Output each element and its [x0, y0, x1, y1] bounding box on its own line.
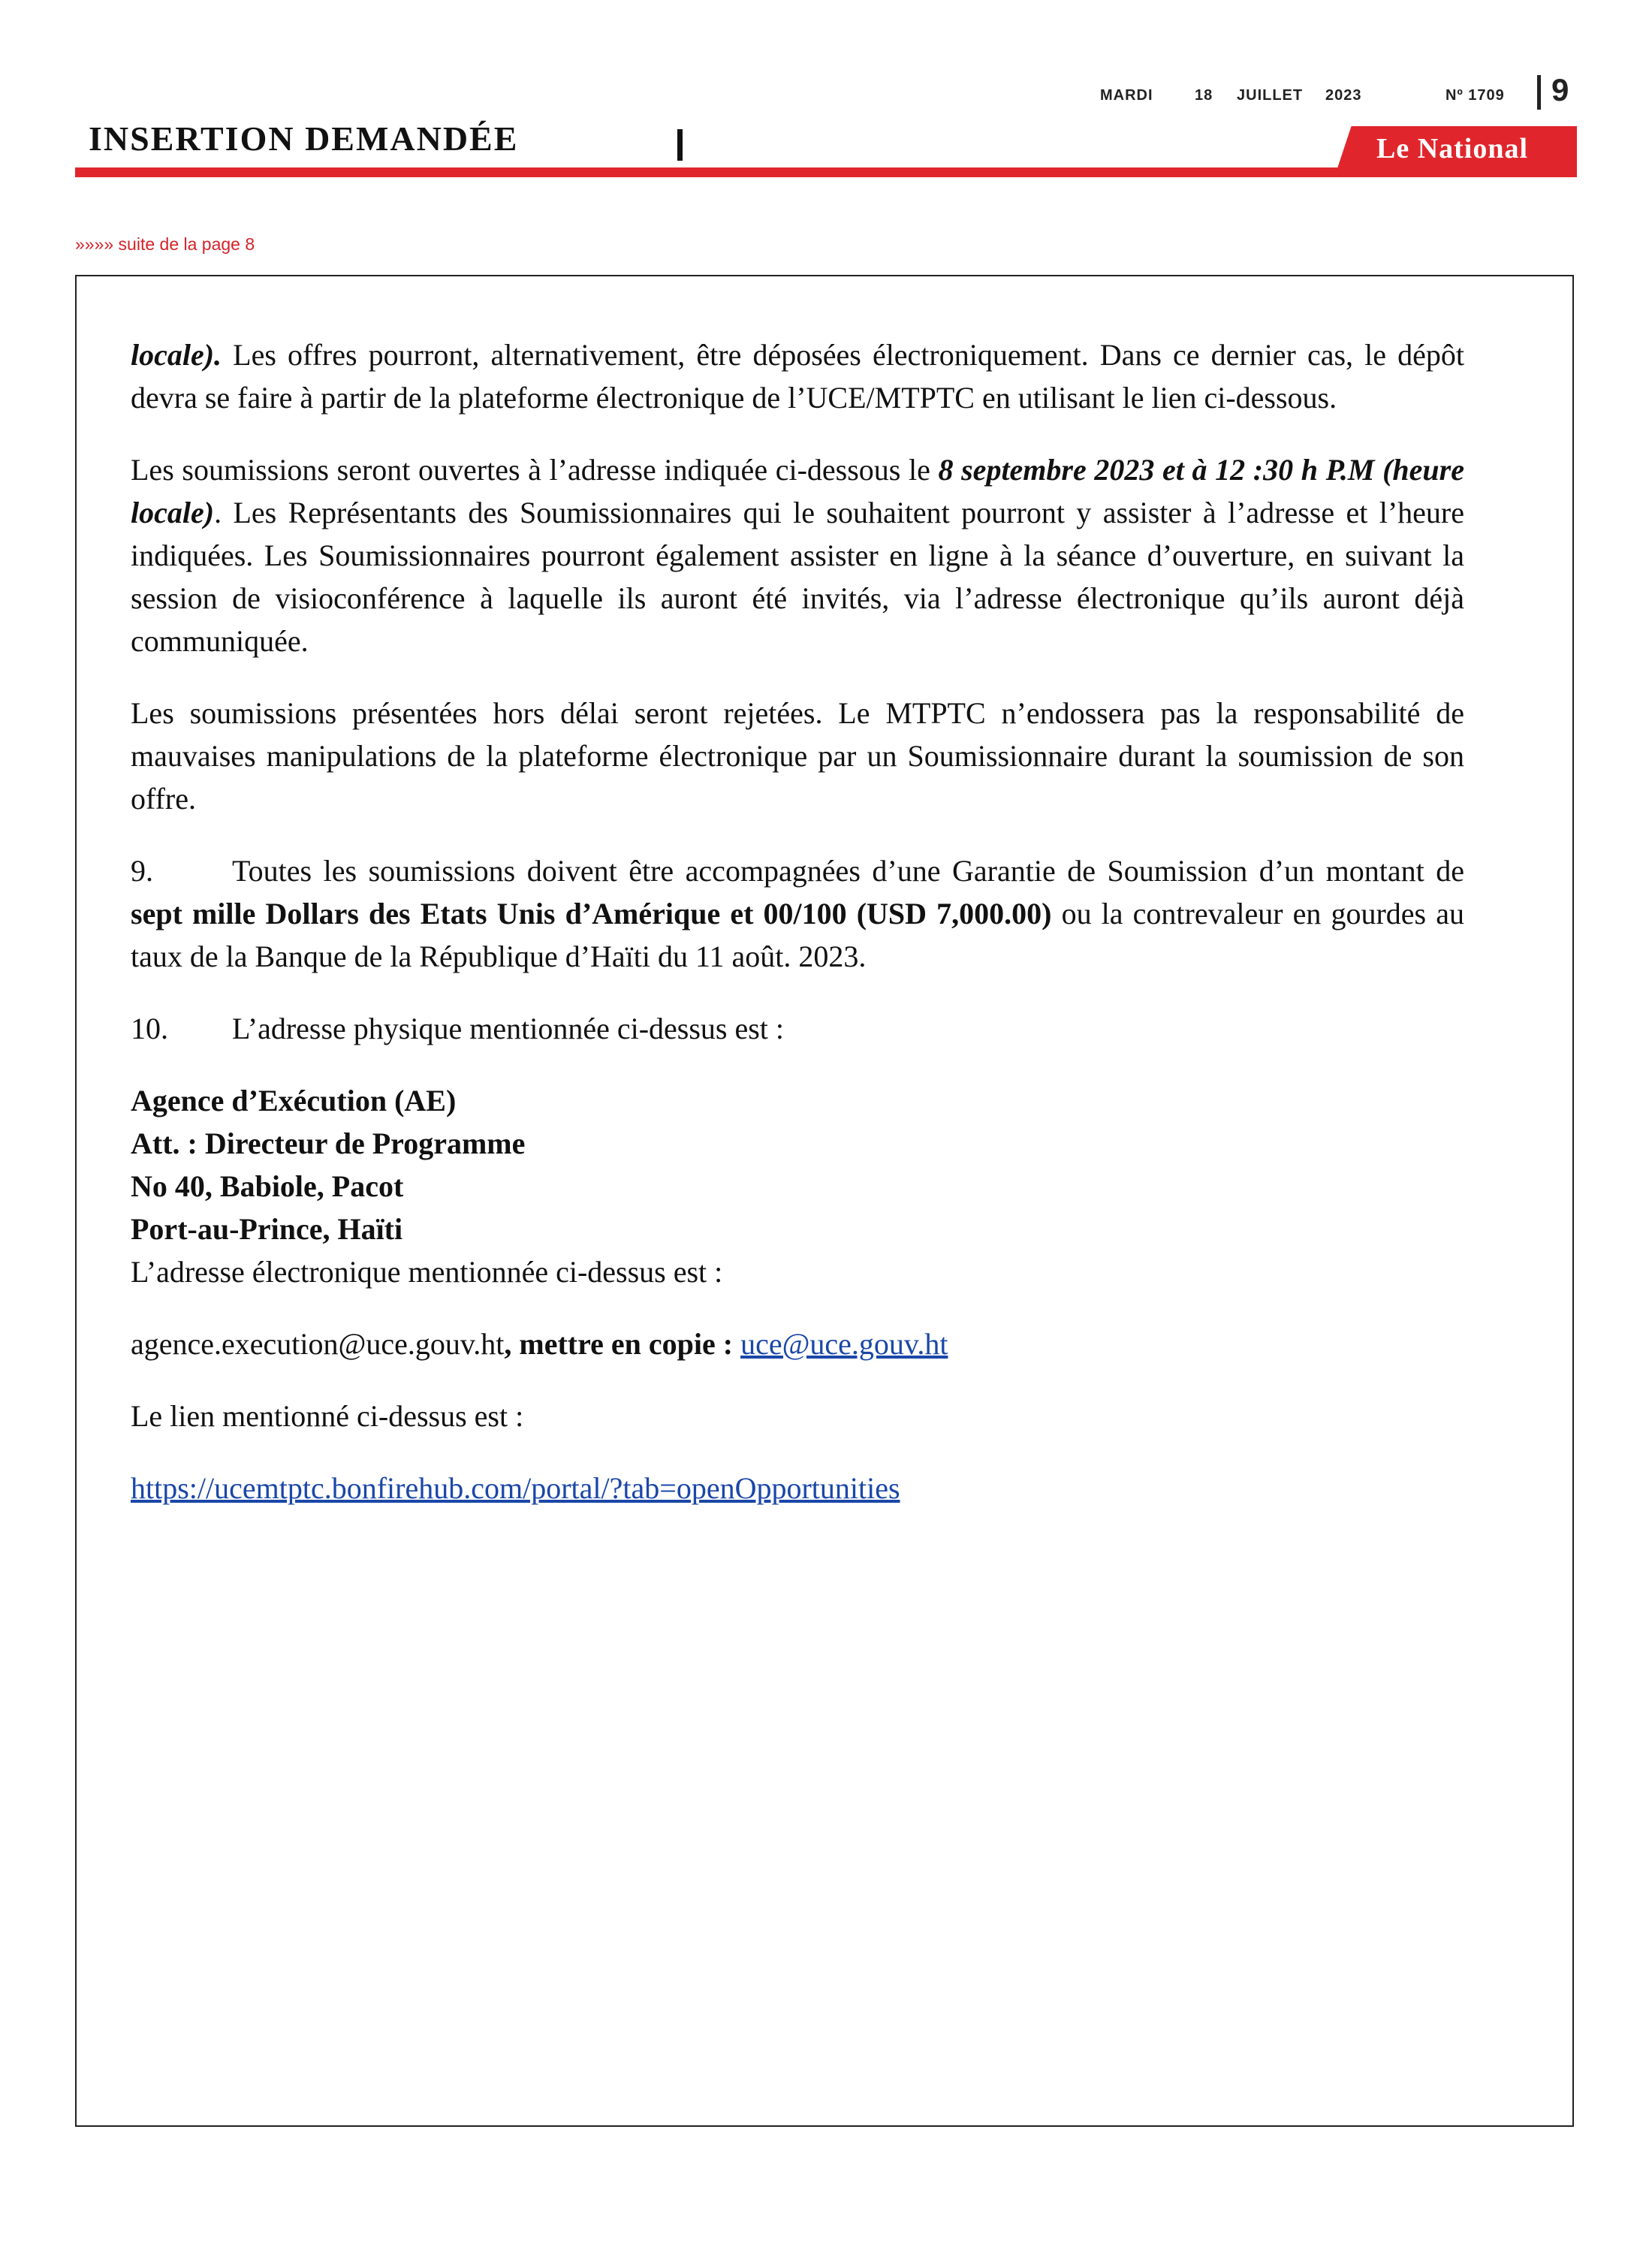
issue-date-day: 18: [1195, 87, 1213, 104]
p2-opening-date: 8 septembre 2023 et à 12 :30 h P.M (heure locale): [131, 453, 1464, 529]
address-line-1: Agence d’Exécution (AE): [131, 1084, 457, 1117]
page-number: 9: [1551, 72, 1569, 107]
email-address: agence.execution@uce.gouv.ht: [131, 1327, 505, 1361]
copy-label: , mettre en copie :: [504, 1327, 741, 1361]
item-number-10: 10.: [131, 1012, 168, 1045]
paragraph-1: [131, 333, 1464, 419]
link-intro: Le lien mentionné ci-dessus est :: [131, 1399, 524, 1433]
address-line-3: No 40, Babiole, Pacot: [131, 1169, 404, 1203]
p1-text: Les offres pourront, alternativement, être déposées électroniquement. Dans ce dernier cas, le dépôt devra se faire à partir de la plateforme électronique de l’UCE/MTPTC en utilisant le lien ci-dessous.: [131, 338, 1464, 415]
item-number-9: 9.: [131, 854, 153, 888]
issue-month: JUILLET: [1237, 87, 1304, 104]
section-title: INSERTION DEMANDÉE: [89, 119, 519, 158]
p5-text: L’adresse physique mentionnée ci-dessus est :: [232, 1012, 785, 1045]
portal-link[interactable]: https://ucemtptc.bonfirehub.com/portal/?tab=openOpportunities: [131, 1471, 900, 1505]
p2-text-a: Les soumissions seront ouvertes à l’adresse indiquée ci-dessous le: [131, 453, 939, 487]
brand-logo-text: Le National: [1376, 133, 1529, 164]
article-body: [131, 333, 1464, 1539]
cc-email-link[interactable]: uce@uce.gouv.ht: [740, 1327, 948, 1361]
continued-from-note: »»»» suite de la page 8: [75, 234, 255, 254]
link-paragraph: [131, 1467, 1464, 1510]
address-line-4: Port-au-Prince, Haïti: [131, 1212, 403, 1246]
guarantee-amount: sept mille Dollars des Etats Unis d’Amérique et 00/100 (USD 7,000.00): [131, 897, 1052, 930]
issue-year: 2023: [1325, 87, 1362, 104]
paragraph-3: [131, 692, 1464, 820]
issue-day: MARDI: [1100, 87, 1153, 104]
issue-number: Nº 1709: [1446, 87, 1505, 104]
p1-lead: locale).: [131, 338, 222, 372]
paragraph-10: [131, 1007, 1464, 1050]
p4-text-b: ou la contrevaleur en gourdes au taux de la Banque de la République d’Haïti du 11 août. 2023.: [131, 897, 1464, 973]
p3-text: Les soumissions présentées hors délai seront rejetées. Le MTPTC n’endossera pas la responsabilité de mauvaises manipulations de la plateforme électronique par un Soumissionnaire durant la soumission de son offre.: [131, 696, 1464, 816]
email-intro: L’adresse électronique mentionnée ci-dessus est :: [131, 1255, 723, 1289]
page-number-separator: [1537, 75, 1541, 110]
p2-text-b: . Les Représentants des Soumissionnaires qui le souhaitent pourront y assister à l’adresse et l’heure indiquées. Les Soumissionnaires pourront également assister en ligne à la séance d’ouverture, en suivant la session de visioconférence à laquelle ils auront été invités, via l’adresse électronique qu’ils auront déjà communiquée.: [131, 496, 1464, 658]
address-line-2: Att. : Directeur de Programme: [131, 1126, 526, 1160]
p4-text-a: Toutes les soumissions doivent être accompagnées d’une Garantie de Soumission d’un montant de: [232, 854, 1464, 888]
email-line: [131, 1323, 1464, 1365]
paragraph-2: [131, 448, 1464, 662]
paragraph-9: [131, 849, 1464, 978]
title-divider: [677, 129, 683, 161]
